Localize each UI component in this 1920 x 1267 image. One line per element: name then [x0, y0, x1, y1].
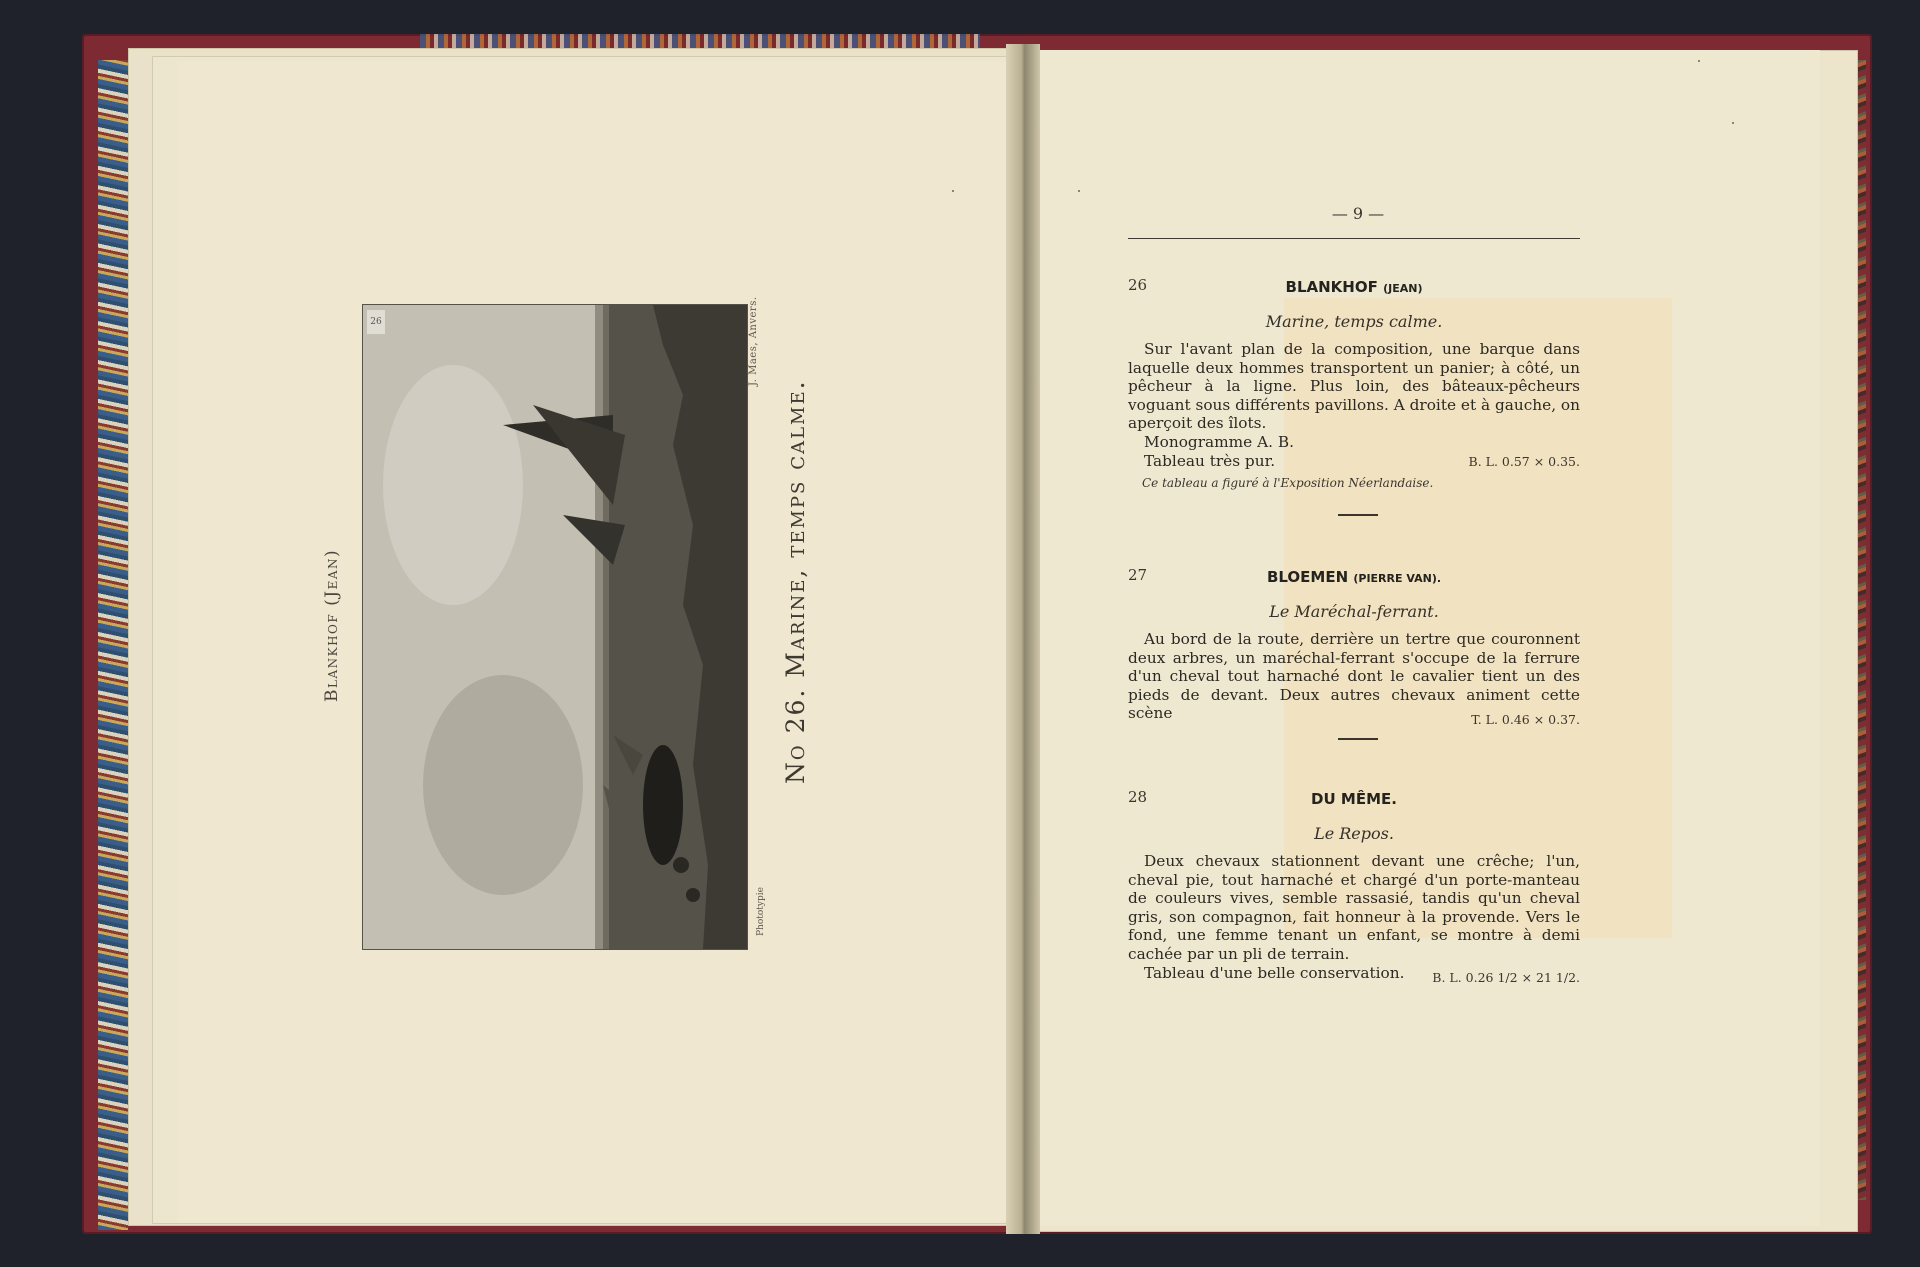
entry-title: Marine, temps calme. [1265, 312, 1443, 331]
description-text: Deux chevaux stationnent devant une crêche; l'un, cheval pie, tout harnaché et chargé d'un porte-manteau de couleurs vives, semble rassasié, tandis qu'un cheval gris, son compagnon, fait honneur à la provende. Vers le fond, une femme tenant un enfant, se montre à demi cachée par un pli de terrain. [1128, 852, 1580, 963]
description-text: Sur l'avant plan de la composition, une barque dans laquelle deux hommes transportent un panier; à côté, un pêcheur à la ligne. Plus loin, des bâteaux-pêcheurs voguant sous différents pavillons. A droite et à gauche, on aperçoit des îlots. [1128, 340, 1580, 433]
entry-description [1128, 852, 1580, 982]
entry-artist [1128, 568, 1580, 586]
entry-separator [1338, 514, 1378, 516]
header-rule [1128, 238, 1580, 239]
paper-speck [1732, 122, 1734, 124]
entry-description [1128, 630, 1580, 723]
entry-artist [1128, 278, 1580, 296]
paper-speck [1698, 60, 1700, 62]
entry-number: 26 [1128, 276, 1148, 294]
entry-number: 27 [1128, 566, 1148, 584]
artist-name: BLANKHOF [1285, 278, 1378, 296]
description-text: Au bord de la route, derrière un tertre que couronnent deux arbres, un maréchal-ferrant s'occupe de la ferrure d'un cheval tout harnaché dont le cavalier tient un des pieds de devant. Deux autres chevaux animent cette scène [1128, 630, 1580, 723]
printer-credit: J. Maes, Anvers. [748, 296, 759, 386]
entry-title: Le Maréchal-ferrant. [1269, 602, 1439, 621]
entry-separator [1338, 738, 1378, 740]
artist-caption: Blankhof (Jean) [322, 548, 342, 702]
artist-name: DU MÊME. [1311, 790, 1397, 808]
plate-number: 26 [367, 310, 385, 334]
plate-title: No 26. Marine, temps calme. [781, 379, 810, 784]
entry-number: 28 [1128, 788, 1148, 806]
paper-speck [1078, 190, 1080, 192]
page-folio: — 9 — [1331, 204, 1385, 223]
paper-speck [952, 190, 954, 192]
entry-description [1128, 340, 1580, 470]
entry-note: Ce tableau a figuré à l'Exposition Néerlandaise. [1142, 476, 1434, 490]
plate-photograph [362, 304, 748, 950]
description-line: Tableau très pur. [1144, 451, 1276, 470]
marbled-endpaper-left [98, 60, 128, 1230]
entry-dimensions: B. L. 0.57 × 0.35. [1468, 454, 1580, 469]
description-line: Tableau d'une belle conservation. [1144, 963, 1405, 982]
description-line: Monogramme A. B. [1144, 432, 1294, 451]
entry-dimensions: T. L. 0.46 × 0.37. [1471, 712, 1580, 727]
entry-artist [1128, 790, 1580, 808]
entry-title: Le Repos. [1314, 824, 1394, 843]
book-gutter [1006, 44, 1040, 1234]
artist-detail: (JEAN) [1383, 282, 1423, 295]
artist-detail: (PIERRE VAN). [1353, 572, 1442, 585]
process-note: Phototypie [756, 887, 766, 936]
entry-dimensions: B. L. 0.26 1/2 × 21 1/2. [1432, 970, 1580, 985]
artist-name: BLOEMEN [1266, 568, 1349, 586]
